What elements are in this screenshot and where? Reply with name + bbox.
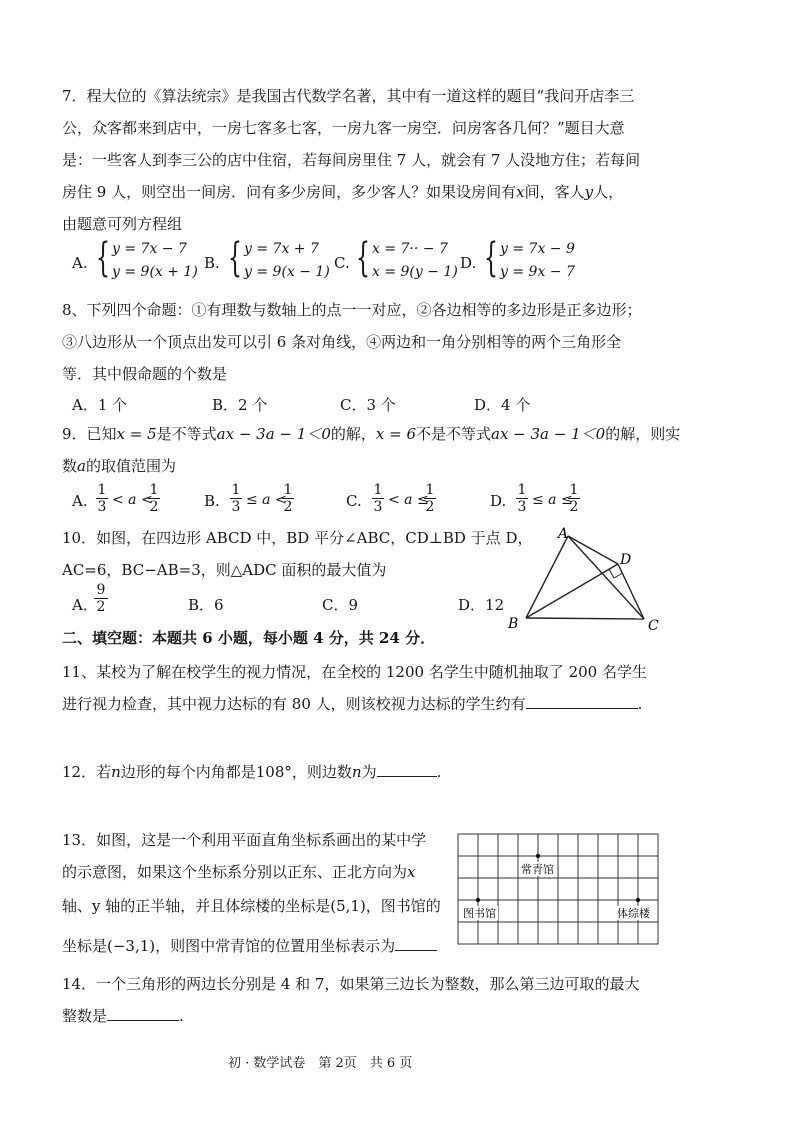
q8-line-2: ③八边形从一个顶点出发可以引 6 条对角线，④两边和一角分别相等的两个三角形全 [62,333,622,351]
campus-grid-figure [456,830,662,946]
gym-label: 体综楼 [617,907,650,920]
q7-line-4: 房住 9 人，则空出一间房．问有多少房间，多少客人？如果设房间有x间，客人y人， [62,183,624,201]
q7-line-5: 由题意可列方程组 [62,215,183,233]
q7-line-2: 公，众客都来到店中，一房七客多七客，一房九客一房空．问房客各几何？”题目大意 [62,119,625,137]
q10-line-1: 10．如图，在四边形 ABCD 中，BD 平分∠ABC，CD⊥BD 于点 D， [62,529,533,547]
q10-option-c: C．9 [322,596,359,614]
q8-option-a: A．1 个 [72,396,128,414]
q8-option-d: D．4 个 [474,396,531,414]
q7-line-3: 是：一些客人到李三公的店中住宿，若每间房里住 7 人，就会有 7 人没地方住；若每间 [62,151,641,169]
q13-line-4: 坐标是(−3,1)，则图中常青馆的位置用坐标表示为 [62,936,437,956]
evergreen-label: 常青馆 [521,863,554,876]
q10-option-d: D．12 [458,596,505,614]
q14-answer-blank[interactable] [107,1006,179,1021]
q12-answer-blank[interactable] [377,762,437,777]
point-d-label: D [620,552,632,568]
q7-line-1: 7．程大位的《算法统宗》是我国古代数学名著，其中有一道这样的题目“我问开店李三 [62,87,635,105]
q14-line-1: 14．一个三角形的两边长分别是 4 和 7，如果第三边长为整数，那么第三边可取的最大 [62,975,640,993]
q9-line-1: 9．已知x = 5是不等式ax − 3a − 1＜0的解，x = 6不是不等式ax − 3a − 1＜0的解，则实 [62,425,681,443]
edge-bc [526,618,644,619]
q12-line: 12．若n边形的每个内角都是108°，则边数n为 . [62,763,442,781]
q13-line-2: 的示意图，如果这个坐标系分别以正东、正北方向为x [62,863,416,881]
q9-line-2: 数a的取值范围为 [62,457,176,475]
q14-line-2: 整数是 . [62,1007,184,1025]
library-label: 图书馆 [463,907,496,920]
q8-option-b: B．2 个 [212,396,268,414]
q8-line-1: 8、下列四个命题：①有理数与数轴上的点一一对应，②各边相等的多边形是正多边形； [62,301,642,319]
q13-answer-blank[interactable] [395,936,437,951]
point-b-label: B [508,616,519,632]
point-c-label: C [648,618,659,634]
section-heading-fill-in: 二、填空题：本题共 6 小题，每小题 4 分，共 24 分． [62,629,436,647]
q11-answer-blank[interactable] [526,694,638,709]
q10-line-2: AC=6，BC−AB=3，则△ADC 面积的最大值为 [62,561,387,579]
q10-option-b: B．6 [188,596,224,614]
q8-option-c: C．3 个 [340,396,396,414]
point-a-label: A [558,526,569,542]
q11-line-2: 进行视力检查，其中视力达标的有 80 人，则该校视力达标的学生约有 . [62,695,643,713]
q13-line-3: 轴、y 轴的正半轴，并且体综楼的坐标是(5,1)，图书馆的 [62,897,441,915]
q11-line-1: 11、某校为了解在校学生的视力情况，在全校的 1200 名学生中随机抽取了 200 名学生 [62,663,647,681]
quadrilateral-figure [500,524,670,636]
page-footer: 初 · 数学试卷 第 2页 共 6 页 [228,1056,413,1071]
edge-cd [618,564,644,619]
edge-ad [568,536,618,564]
q13-line-1: 13．如图，这是一个利用平面直角坐标系画出的某中学 [62,831,427,849]
q8-line-3: 等．其中假命题的个数是 [62,365,228,383]
edge-ac [568,536,644,619]
